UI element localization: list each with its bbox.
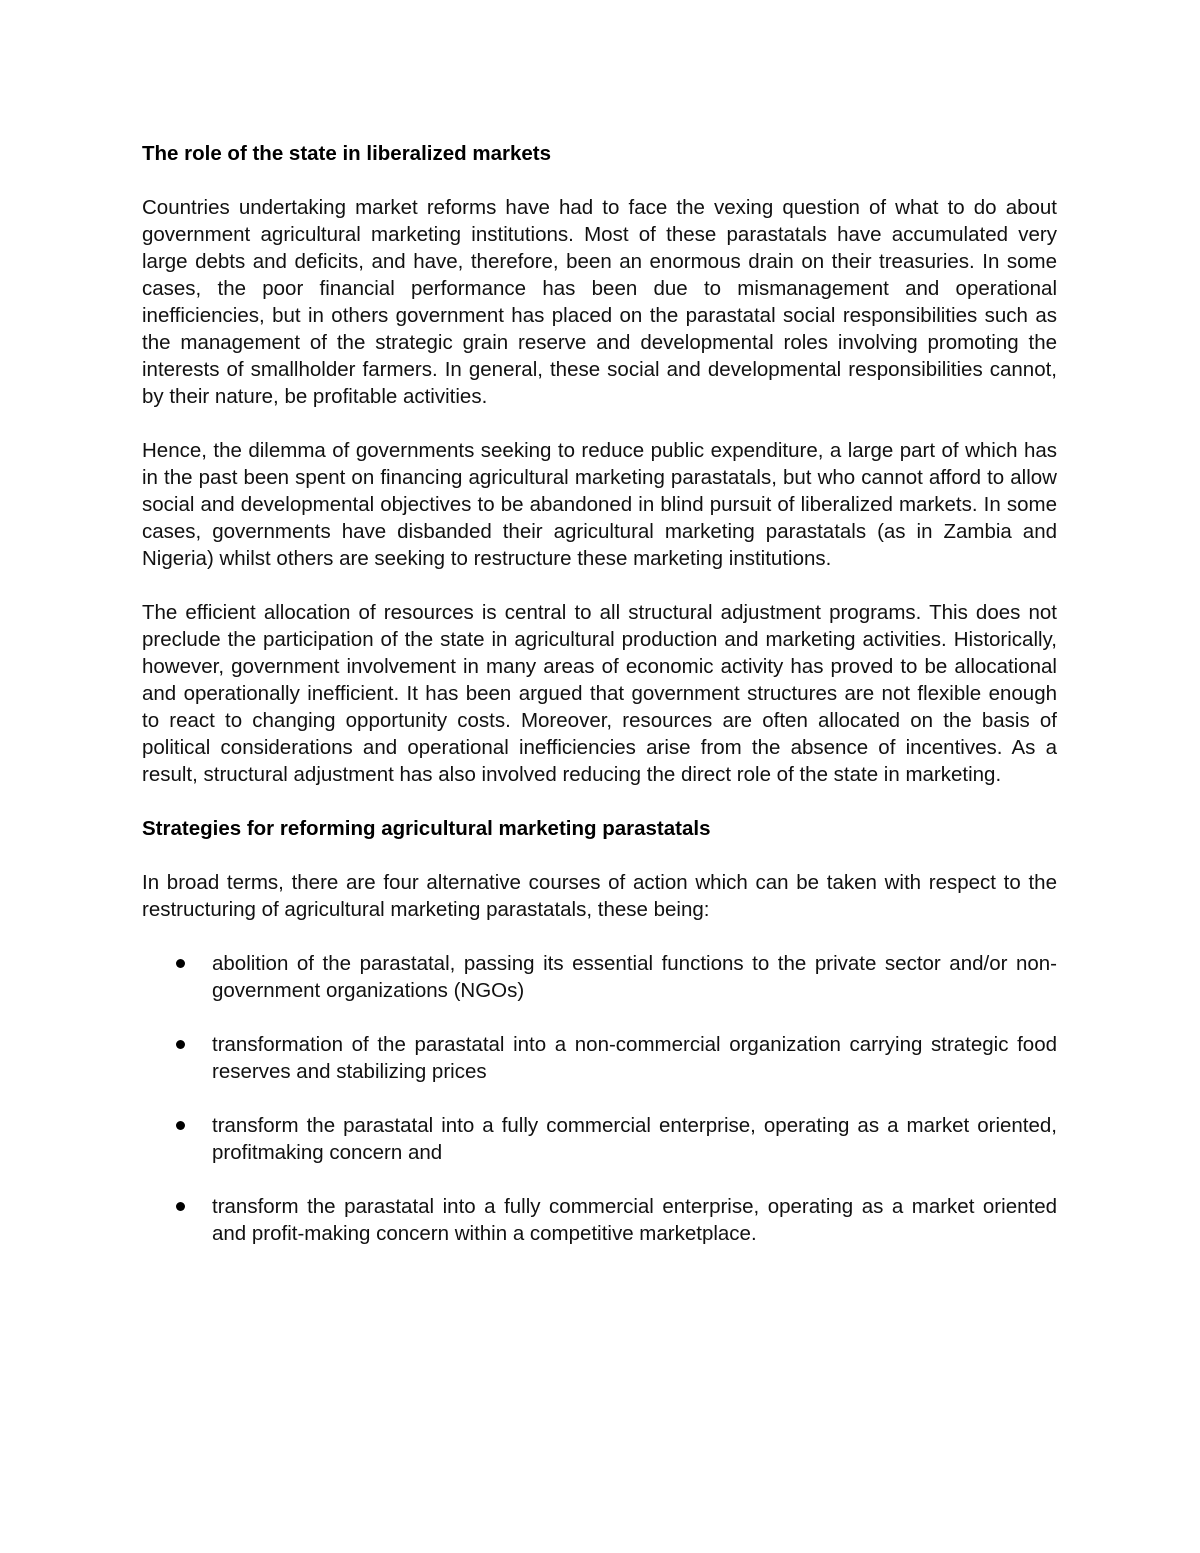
bullet-icon	[176, 1202, 185, 1211]
section-heading-role-of-state: The role of the state in liberalized markets	[142, 142, 551, 165]
list-item-text: abolition of the parastatal, passing its essential functions to the private sector and/or non-government organizations (NGOs)	[212, 952, 1057, 1002]
list-item-text: transformation of the parastatal into a non-commercial organization carrying strategic food reserves and stabilizing prices	[212, 1033, 1057, 1083]
list-item	[142, 1031, 1057, 1085]
paragraph-market-reforms: Countries undertaking market reforms have had to face the vexing question of what to do about government agricultural marketing institutions. Most of these parastatals have accumulated very large debts and deficits, and have, therefore, been an enormous drain on their treasuries. In some cases, the poor financial performance has been due to mismanagement and operational inefficiencies, but in others government has placed on the parastatal social responsibilities such as the management of the strategic grain reserve and developmental roles involving promoting the interests of smallholder farmers. In general, these social and developmental responsibilities cannot, by their nature, be profitable activities.	[142, 196, 1057, 408]
list-item	[142, 950, 1057, 1004]
strategy-bullet-list	[142, 950, 1057, 1247]
paragraph-government-dilemma: Hence, the dilemma of governments seeking to reduce public expenditure, a large part of which has in the past been spent on financing agricultural marketing parastatals, but who cannot afford to allow social and developmental objectives to be abandoned in blind pursuit of liberalized markets. In some cases, governments have disbanded their agricultural marketing parastatals (as in Zambia and Nigeria) whilst others are seeking to restructure these marketing institutions.	[142, 439, 1057, 570]
bullet-icon	[176, 959, 185, 968]
list-item-text: transform the parastatal into a fully commercial enterprise, operating as a market oriented and profit-making concern within a competitive marketplace.	[212, 1195, 1057, 1245]
bullet-icon	[176, 1121, 185, 1130]
paragraph-efficient-allocation: The efficient allocation of resources is central to all structural adjustment programs. This does not preclude the participation of the state in agricultural production and marketing activities. Historically, however, government involvement in many areas of economic activity has proved to be allocational and operationally inefficient. It has been argued that government structures are not flexible enough to react to changing opportunity costs. Moreover, resources are often allocated on the basis of political considerations and operational inefficiencies arise from the absence of incentives. As a result, structural adjustment has also involved reducing the direct role of the state in marketing.	[142, 601, 1057, 786]
paragraph-strategies-intro: In broad terms, there are four alternative courses of action which can be taken with respect to the restructuring of agricultural marketing parastatals, these being:	[142, 871, 1057, 921]
bullet-icon	[176, 1040, 185, 1049]
list-item	[142, 1112, 1057, 1166]
list-item-text: transform the parastatal into a fully commercial enterprise, operating as a market oriented, profitmaking concern and	[212, 1114, 1057, 1164]
document-body	[142, 140, 1057, 1274]
list-item	[142, 1193, 1057, 1247]
section-heading-reform-strategies: Strategies for reforming agricultural marketing parastatals	[142, 817, 711, 840]
